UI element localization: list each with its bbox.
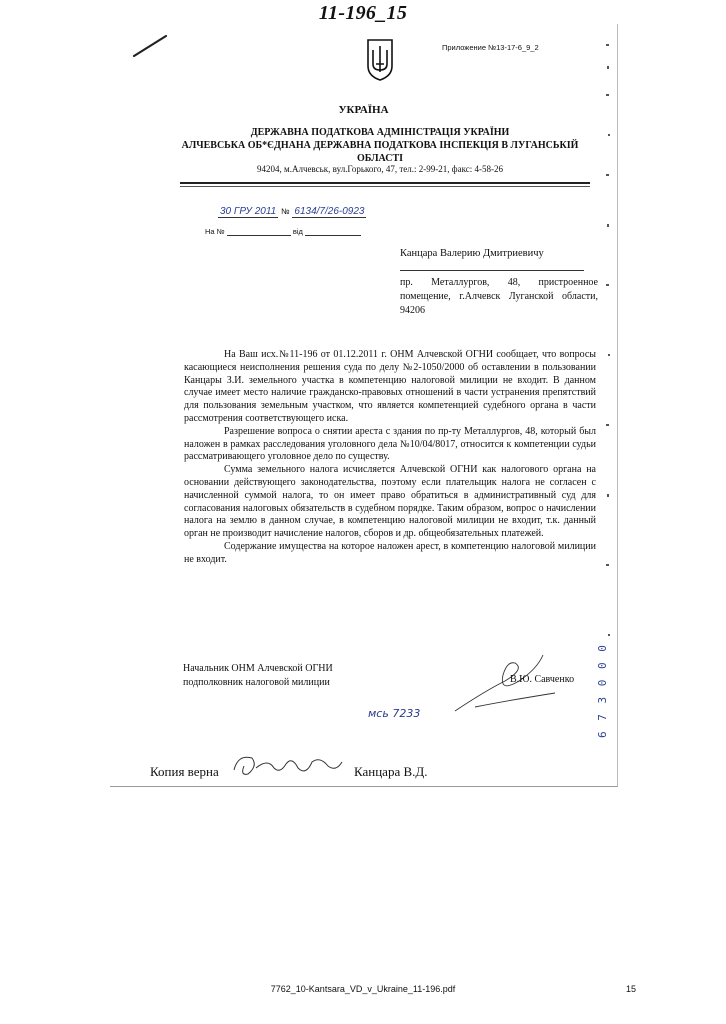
coat-of-arms-icon <box>364 38 396 82</box>
reply-number-blank <box>227 227 291 236</box>
authority-heading <box>170 126 590 165</box>
letter-body <box>184 349 596 567</box>
country-heading: УКРАЇНА <box>338 104 389 116</box>
reply-date-label: від <box>292 227 303 236</box>
vertical-stamp <box>596 643 610 738</box>
authority-line-1: ДЕРЖАВНА ПОДАТКОВА АДМІНІСТРАЦІЯ УКРАЇНИ <box>250 127 510 138</box>
copy-verified-name: Канцара В.Д. <box>354 764 428 779</box>
paragraph: На Ваш исх.№11-196 от 01.12.2011 г. ОНМ Алчевской ОГНИ сообщает, что вопросы касающиеся неисполнения решения суда по делу №2-1050/2000 об оставлении в пользовании Канцары З.И. земельного участка в компетенцию налоговой милиции не входит. В данном случае имеет место наличие гражданско-правовых отношений в части устранения препятствий для пользования земельным участком, что является компетенцией судебного органа в части рассмотрения соответствующего иска. <box>184 349 596 424</box>
scanned-letter <box>110 24 618 787</box>
paragraph: Сумма земельного налога исчисляется Алчевской ОГНИ как налогового органа на основании действующего законодательства, поэтому если плательщик налога не согласен с начисленной суммой налога, то он имеет право обратиться в административный суд для согласования налоговых обязательств в судебном порядке. Таким образом, вопрос о начислении налога на землю в данном случае, в компетенцию налоговой милиции не входит, т.к. данный орган не производит начисление налогов, сборов и др. общеобязательных платежей. <box>184 464 596 540</box>
header-rule <box>180 182 590 184</box>
signer-name: В.Ю. Савченко <box>510 674 575 685</box>
pen-mark <box>130 30 170 60</box>
authority-address: 94204, м.Алчевськ, вул.Горького, 47, тел.: 2-99-21, факс: 4-58-26 <box>257 164 503 174</box>
number-sign: № <box>281 207 290 216</box>
registration-date: 30 ГРУ 2011 <box>220 206 277 217</box>
signer-title-line-2: подполковник налоговой милиции <box>183 677 330 688</box>
copy-signature <box>228 744 348 784</box>
signer-title-line-1: Начальник ОНМ Алчевской ОГНИ <box>183 663 333 674</box>
appendix-ref: Приложение №13-17-6_9_2 <box>442 43 539 52</box>
outgoing-number: 6134/7/26-0923 <box>294 206 365 217</box>
paragraph: Содержание имущества на которое наложен арест, в компетенцию налоговой милиции не входит. <box>184 540 596 565</box>
page-header: 11-196_15 <box>318 2 408 24</box>
recipient-rule <box>400 270 584 271</box>
authority-line-2: АЛЧЕВСЬКА ОБ*ЄДНАНА ДЕРЖАВНА ПОДАТКОВА ІНСПЕКЦІЯ В ЛУГАНСЬКІЙ ОБЛАСТІ <box>181 140 579 164</box>
recipient-name: Канцара Валерию Дмитриевичу <box>400 248 544 259</box>
handwritten-reference: мсь 7233 <box>368 707 421 720</box>
reply-date-blank <box>305 227 361 236</box>
paragraph: Разрешение вопроса о снятии ареста с здания по пр-ту Металлургов, 48, который был наложен в рамках расследования уголовного дела №10/04/8017, относится к компетенции судьи рассматривающего уголовное дело по существу. <box>184 425 596 463</box>
reply-number-label: На № <box>205 227 225 236</box>
reply-reference <box>205 227 361 236</box>
signer-title <box>183 662 333 690</box>
recipient-address: пр. Металлургов, 48, пристроенное помещение, г.Алчевск Луганской области, 94206 <box>400 277 598 316</box>
footer-filename: 7762_10-Kantsara_VD_v_Ukraine_11-196.pdf <box>270 984 456 994</box>
vertical-stamp-text: 6 7 3 0 0 0 <box>596 643 609 738</box>
registration-stamp <box>218 206 366 217</box>
header-rule-thin <box>180 186 590 187</box>
copy-verified-label: Копия верна <box>150 764 219 779</box>
footer-page-number: 15 <box>626 984 637 994</box>
